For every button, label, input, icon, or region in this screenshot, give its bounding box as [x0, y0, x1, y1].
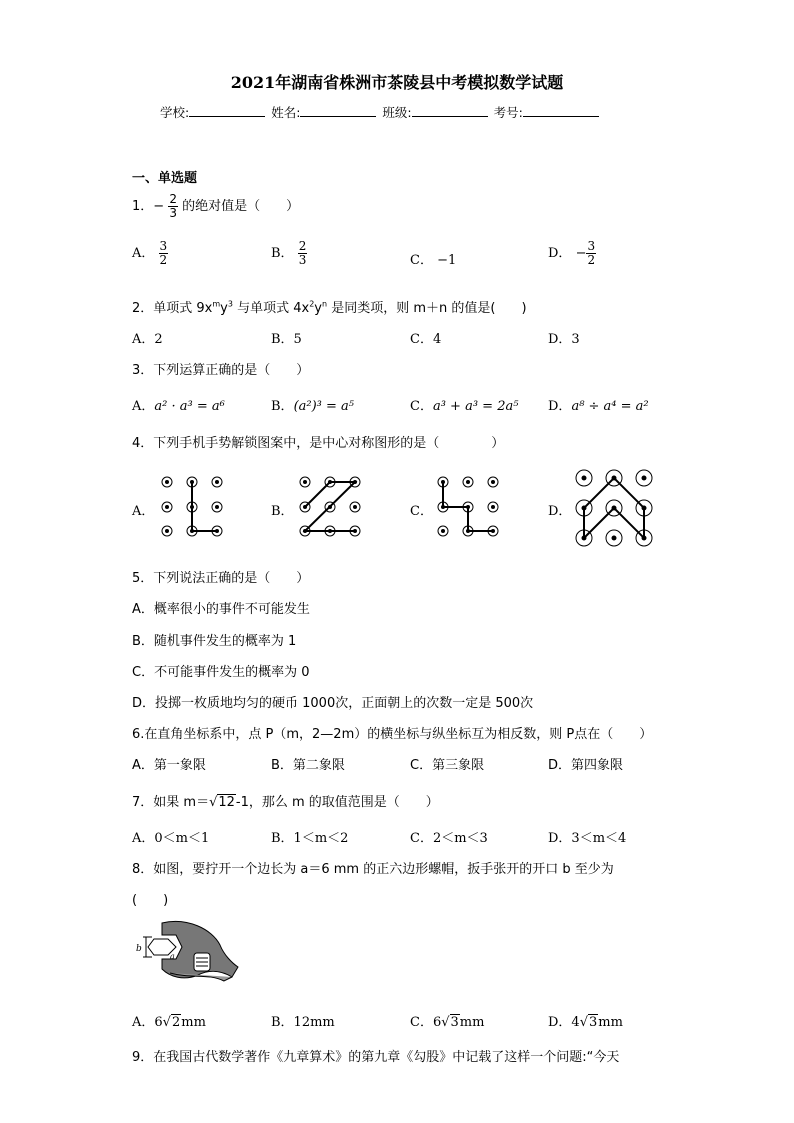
q8-stem-parens: ( ) — [132, 893, 169, 908]
q4-option-b-label: B． — [271, 504, 294, 519]
q8-stem: 8．如图，要拧开一个边长为 a＝6 mm 的正六边形螺帽，扳手张开的开口 b 至少为 — [132, 862, 614, 877]
q7-option-c: C．2＜m＜3 — [410, 831, 488, 846]
q7-stem: 7．如果 m＝√12-1，那么 m 的取值范围是（ ） — [132, 795, 439, 810]
q7-option-b: B．1＜m＜2 — [271, 831, 349, 846]
q5-option-a: A．概率很小的事件不可能发生 — [132, 602, 310, 617]
q6-option-b: B．第二象限 — [271, 758, 345, 773]
q5-option-c: C．不可能事件发生的概率为 0 — [132, 665, 310, 680]
q1-fraction: $\frac{2}{3}$ — [169, 192, 177, 220]
class-blank — [412, 104, 488, 117]
q1-option-a: A． $\frac{3}{2}$ — [132, 239, 168, 267]
exam-no-label: 考号: — [493, 105, 523, 120]
q2-option-d: D．3 — [548, 332, 580, 347]
q4-pattern-b — [296, 472, 362, 538]
q1-stem: 1．− $\frac{2}{3}$ 的绝对值是（ ） — [132, 192, 300, 220]
q6-option-c: C．第三象限 — [410, 758, 485, 773]
name-blank — [300, 104, 376, 117]
q6-option-a: A．第一象限 — [132, 758, 206, 773]
q3-option-b: B．(a²)³ = a⁵ — [271, 399, 354, 414]
q8-option-d: D．4√3mm — [548, 1015, 623, 1030]
q3-option-c: C．a³ + a³ = 2a⁵ — [410, 399, 519, 414]
q8-option-b: B．12mm — [271, 1015, 335, 1030]
q5-option-b: B．随机事件发生的概率为 1 — [132, 634, 297, 649]
page-title: 2021年湖南省株洲市茶陵县中考模拟数学试题 — [230, 73, 564, 92]
student-info-line — [160, 103, 601, 121]
q4-pattern-a — [158, 472, 224, 538]
q6-stem: 6.在直角坐标系中，点 P（m，2—2m）的横坐标与纵坐标互为相反数，则 P点在（ ） — [132, 727, 653, 742]
q2-option-c: C．4 — [410, 332, 442, 347]
q9-stem: 9．在我国古代数学著作《九章算术》的第九章《勾股》中记载了这样一个问题:“今天 — [132, 1050, 620, 1065]
q2-stem: 2．单项式 $9x^my^3$ 与单项式 $4x^2y^n$ 是同类项，则 m＋n 的值是( ) — [132, 299, 527, 316]
q4-option-c-label: C． — [410, 504, 433, 519]
q8-label-b: b — [136, 944, 142, 954]
q3-stem: 3．下列运算正确的是（ ） — [132, 363, 310, 378]
section-heading: 一、单选题 — [132, 171, 198, 186]
q8-option-a: A．6√2mm — [132, 1015, 206, 1030]
school-label: 学校: — [160, 105, 190, 120]
q2-option-a: A．2 — [132, 332, 163, 347]
q6-option-d: D．第四象限 — [548, 758, 624, 773]
class-label: 班级: — [382, 105, 412, 120]
q3-option-a: A．a² · a³ = a⁶ — [132, 399, 225, 414]
q4-option-d-label: D． — [548, 504, 572, 519]
school-blank — [189, 104, 265, 117]
q8-label-a: a — [170, 952, 175, 961]
q4-pattern-d — [572, 466, 656, 550]
name-label: 姓名: — [271, 105, 301, 120]
q5-stem: 5．下列说法正确的是（ ） — [132, 571, 310, 586]
q5-option-d: D．投掷一枚质地均匀的硬币 1000次，正面朝上的次数一定是 500次 — [132, 696, 534, 711]
q4-pattern-c — [434, 472, 500, 538]
exam-no-blank — [523, 104, 599, 117]
q4-option-a-label: A． — [132, 504, 155, 519]
q2-option-b: B．5 — [271, 332, 302, 347]
q4-stem: 4．下列手机手势解锁图案中，是中心对称图形的是（ ） — [132, 436, 505, 451]
q8-wrench-figure — [132, 915, 242, 990]
q1-option-c: C． −1 — [410, 253, 457, 268]
q8-option-c: C．6√3mm — [410, 1015, 485, 1030]
q1-option-d: D． − $\frac{3}{2}$ — [548, 239, 596, 267]
q3-option-d: D．a⁸ ÷ a⁴ = a² — [548, 399, 649, 414]
q1-option-b: B． $\frac{2}{3}$ — [271, 239, 307, 267]
q7-option-a: A．0＜m＜1 — [132, 831, 210, 846]
q7-option-d: D．3＜m＜4 — [548, 831, 627, 846]
